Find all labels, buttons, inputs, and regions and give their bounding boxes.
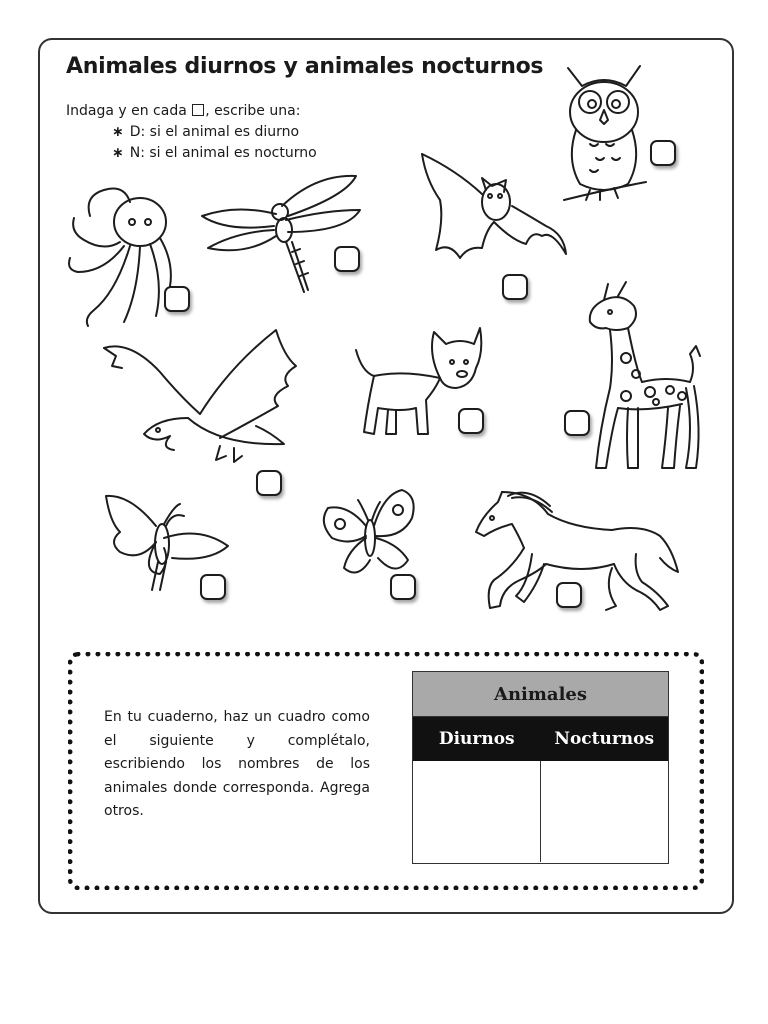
asterisk-icon: ∗ [112,145,124,161]
answer-box-dog[interactable] [458,408,484,434]
instructions [66,101,317,164]
owl-icon [560,60,648,208]
cell-nocturnos[interactable] [541,761,668,862]
table-header: Animales [413,672,668,717]
bat-icon [416,150,572,270]
animals-table [412,671,669,864]
table-body [413,761,668,862]
answer-box-bat[interactable] [502,274,528,300]
eagle-icon [100,326,300,468]
asterisk-icon: ∗ [112,124,124,140]
answer-box-eagle[interactable] [256,470,282,496]
instruction-line: Indaga y en cada , escribe una: [66,103,301,119]
answer-box-horse[interactable] [556,582,582,608]
octopus-icon [64,182,174,330]
answer-box-moth[interactable] [200,574,226,600]
butterfly-icon [318,486,418,582]
table-column-headers [413,717,668,761]
answer-box-octopus[interactable] [164,286,190,312]
answer-box-owl[interactable] [650,140,676,166]
giraffe-icon [586,278,704,474]
column-nocturnos: Nocturnos [554,729,655,749]
square-symbol-icon [192,104,204,116]
option-nocturno: ∗ N: si el animal es nocturno [112,145,317,161]
dragonfly-icon [196,170,364,294]
page-title: Animales diurnos y animales nocturnos [66,54,544,79]
option-diurno: ∗ D: si el animal es diurno [112,124,300,140]
cell-diurnos[interactable] [413,761,541,862]
answer-box-dragonfly[interactable] [334,246,360,272]
answer-box-giraffe[interactable] [564,410,590,436]
answer-box-butterfly[interactable] [390,574,416,600]
activity-instructions: En tu cuaderno, haz un cuadro como el siguiente y complétalo, escribiendo los nombres de los animales donde corresponda. Agrega otros. [104,709,370,819]
column-diurnos: Diurnos [438,729,515,749]
